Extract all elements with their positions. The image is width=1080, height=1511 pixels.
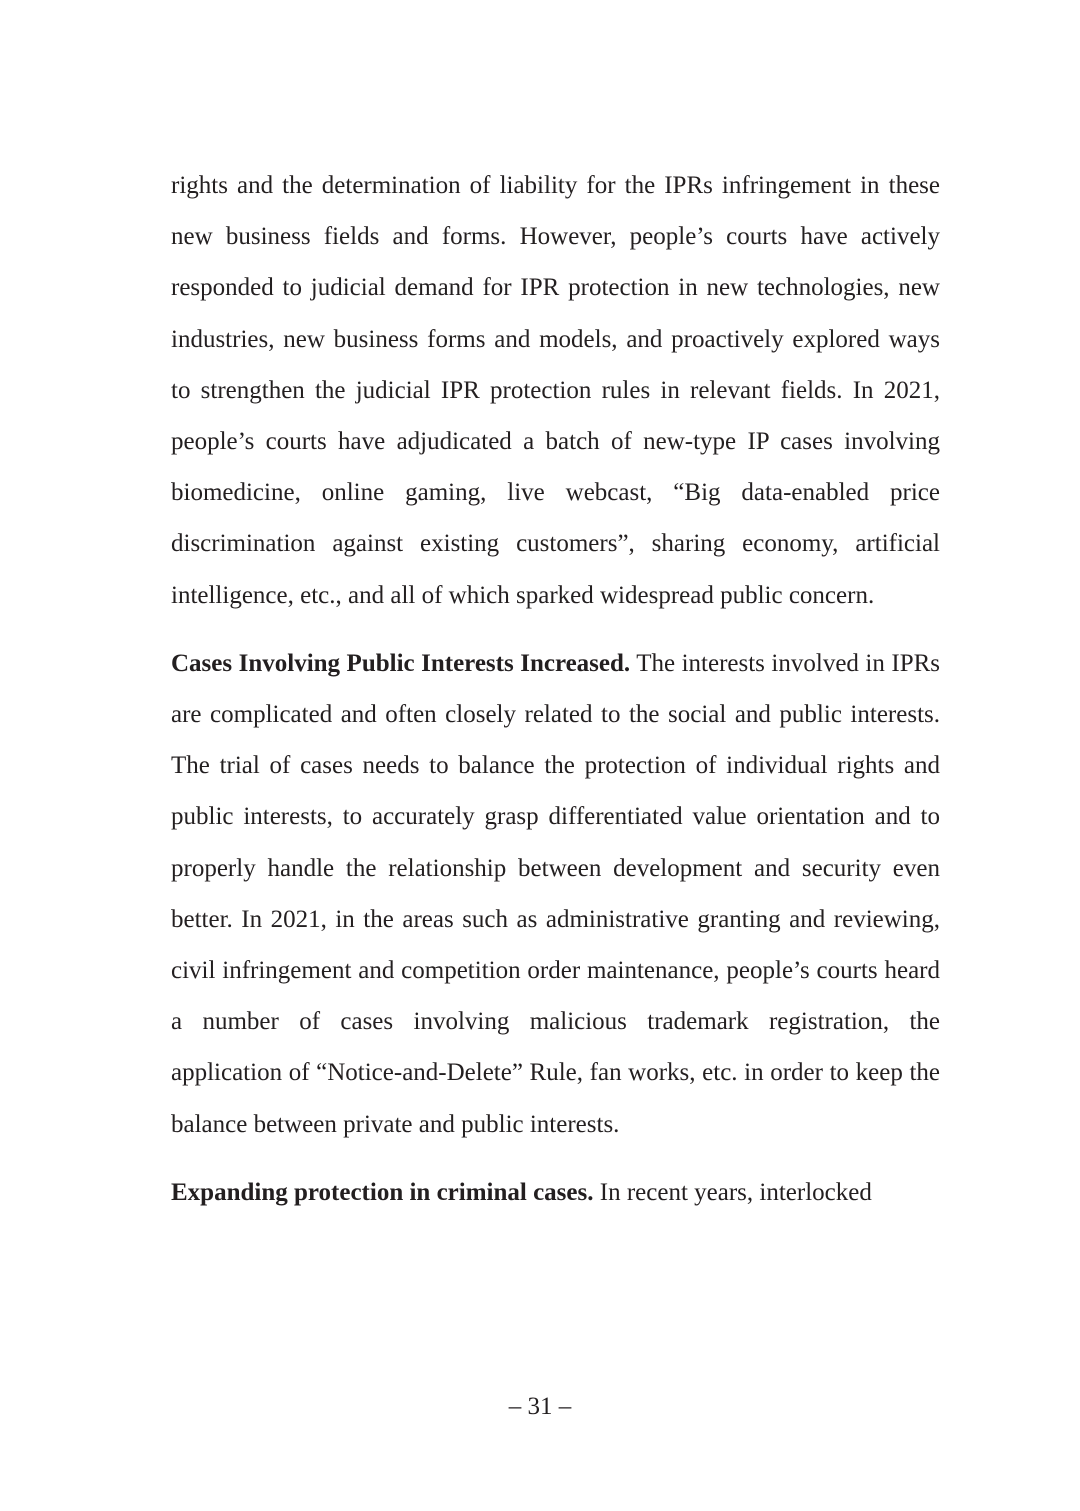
- body-text: [171, 160, 940, 1218]
- paragraph-lead: Expanding protection in criminal cases.: [171, 1178, 594, 1206]
- page-number: – 31 –: [508, 1393, 572, 1420]
- paragraph-criminal-cases: [171, 1167, 940, 1218]
- paragraph-text: The interests involved in IPRs are complicated and often closely related to the social and public interests. The trial of cases needs to balance the protection of individual rights and public interests, to accurately grasp differentiated value orientation and to properly handle the relationship between development and security even better. In 2021, in the areas such as administrative granting and reviewing, civil infringement and competition order maintenance, people’s courts heard a number of cases involving malicious trademark registration, the application of “Notice-and-Delete” Rule, fan works, etc. in order to keep the balance between private and public interests.: [171, 649, 941, 1138]
- paragraph-text: rights and the determination of liability for the IPRs infringement in these new business fields and forms. However, people’s courts have actively responded to judicial demand for IPR protection in new technologies, new industries, new business forms and models, and proactively explored ways to strengthen the judicial IPR protection rules in relevant fields. In 2021, people’s courts have adjudicated a batch of new-type IP cases involving biomedicine, online gaming, live webcast, “Big data-enabled price discrimination against existing customers”, sharing economy, artificial intelligence, etc., and all of which sparked widespread public concern.: [171, 172, 940, 609]
- paragraph-public-interests: [171, 638, 940, 1150]
- paragraph-lead: Cases Involving Public Interests Increased.: [171, 649, 631, 677]
- paragraph-text: In recent years, interlocked: [593, 1178, 872, 1206]
- paragraph-new-business-fields: [171, 160, 940, 621]
